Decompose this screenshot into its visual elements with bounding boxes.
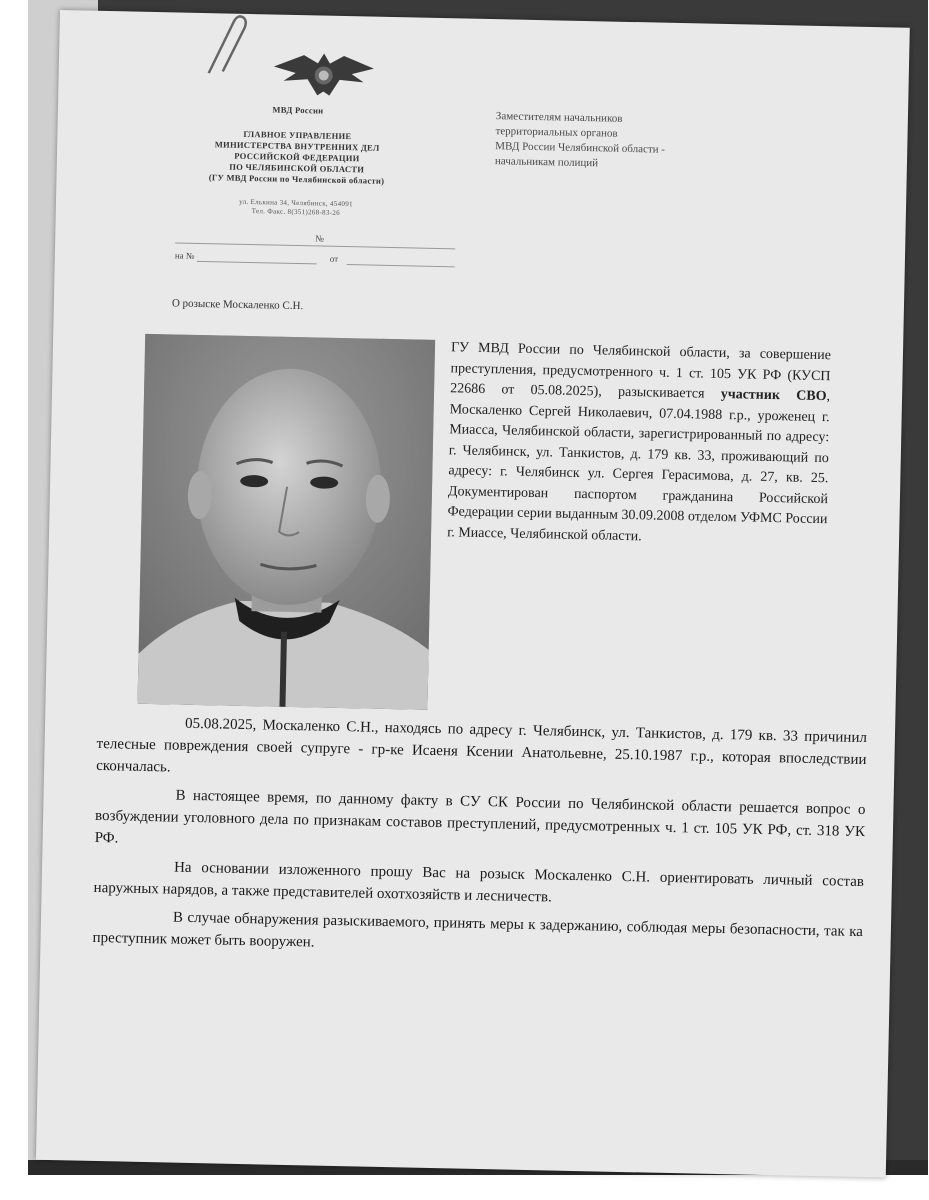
department-name: ГЛАВНОЕ УПРАВЛЕНИЕ МИНИСТЕРСТВА ВНУТРЕННИХ ДЕЛ РОССИЙСКОЙ ФЕДЕРАЦИИ ПО ЧЕЛЯБИНСКОЙ ОБЛАСТИ (ГУ МВД России по Челябинской области) — [208, 128, 385, 186]
org-name: МВД России — [272, 104, 324, 116]
double-headed-eagle-icon — [263, 44, 384, 106]
addressee-block: Заместителям начальников территориальных органов МВД России Челябинской области - начальникам полиций — [494, 110, 666, 170]
suspect-photo — [137, 334, 435, 710]
paragraph-detention: В случае обнаружения разыскиваемого, принять меры к задержанию, соблюдая меры безопасности, так ка преступник может быть вооружен. — [92, 909, 864, 951]
paragraph-investigation: В настоящее время, по данному факту в СУ СК России по Челябинской области решается вопрос о возбуждении уголовного дела по признакам составов преступлений, предусмотренных ч. 1 ст. 105 УК РФ, ст. 318 УК РФ. — [94, 787, 866, 847]
document-page — [36, 10, 910, 1178]
suspect-description: ГУ МВД России по Челябинской области, за совершение преступления, предусмотренного ч. 1 ст. 105 УК РФ (КУСП 22686 от 05.08.2025), разыскивается участник СВО, Москаленко Сергей Николаевич, 07.04.1988 г.р., уроженец г. Миасса, Челябинской области, зарегистрированный по адресу: г. Челябинск, ул. Танкистов, д. 179 кв. 33, проживающий по адресу: г. Челябинск ул. Сергея Герасимова, д. 27, кв. 25. Документирован паспортом гражданина Российской Федерации серии выданным 30.09.2008 отделом УФМС России г. Миассе, Челябинской области. — [446, 340, 832, 544]
paragraph-request: На основании изложенного прошу Вас на розыск Москаленко С.Н. ориентировать личный состав наружных нарядов, а также представителей охотхозяйств и лесничеств. — [93, 859, 865, 906]
ref-label: на № — [174, 250, 195, 261]
paragraph-incident: 05.08.2025, Москаленко С.Н., находясь по адресу г. Челябинск, ул. Танкистов, д. 179 кв. 33 причинил телесные повреждения своей супруге - гр-ке Исаеня Ксении Анатольевне, 25.10.1987 г.р., которая впоследствии скончалась. — [96, 715, 868, 776]
letterhead — [146, 102, 448, 220]
from-label: от — [329, 253, 339, 264]
letterhead-address: ул. Елькина 34, Челябинск, 454091 Тел. Факс. 8(351)268-83-26 — [239, 197, 353, 217]
registration-number-fields — [175, 230, 456, 266]
number-label: № — [315, 233, 324, 244]
highlight-svo: участник СВО — [720, 386, 827, 405]
document-body — [92, 711, 867, 965]
paperclip-icon — [199, 13, 250, 84]
document-subject: О розыске Москаленко С.Н. — [171, 297, 304, 313]
